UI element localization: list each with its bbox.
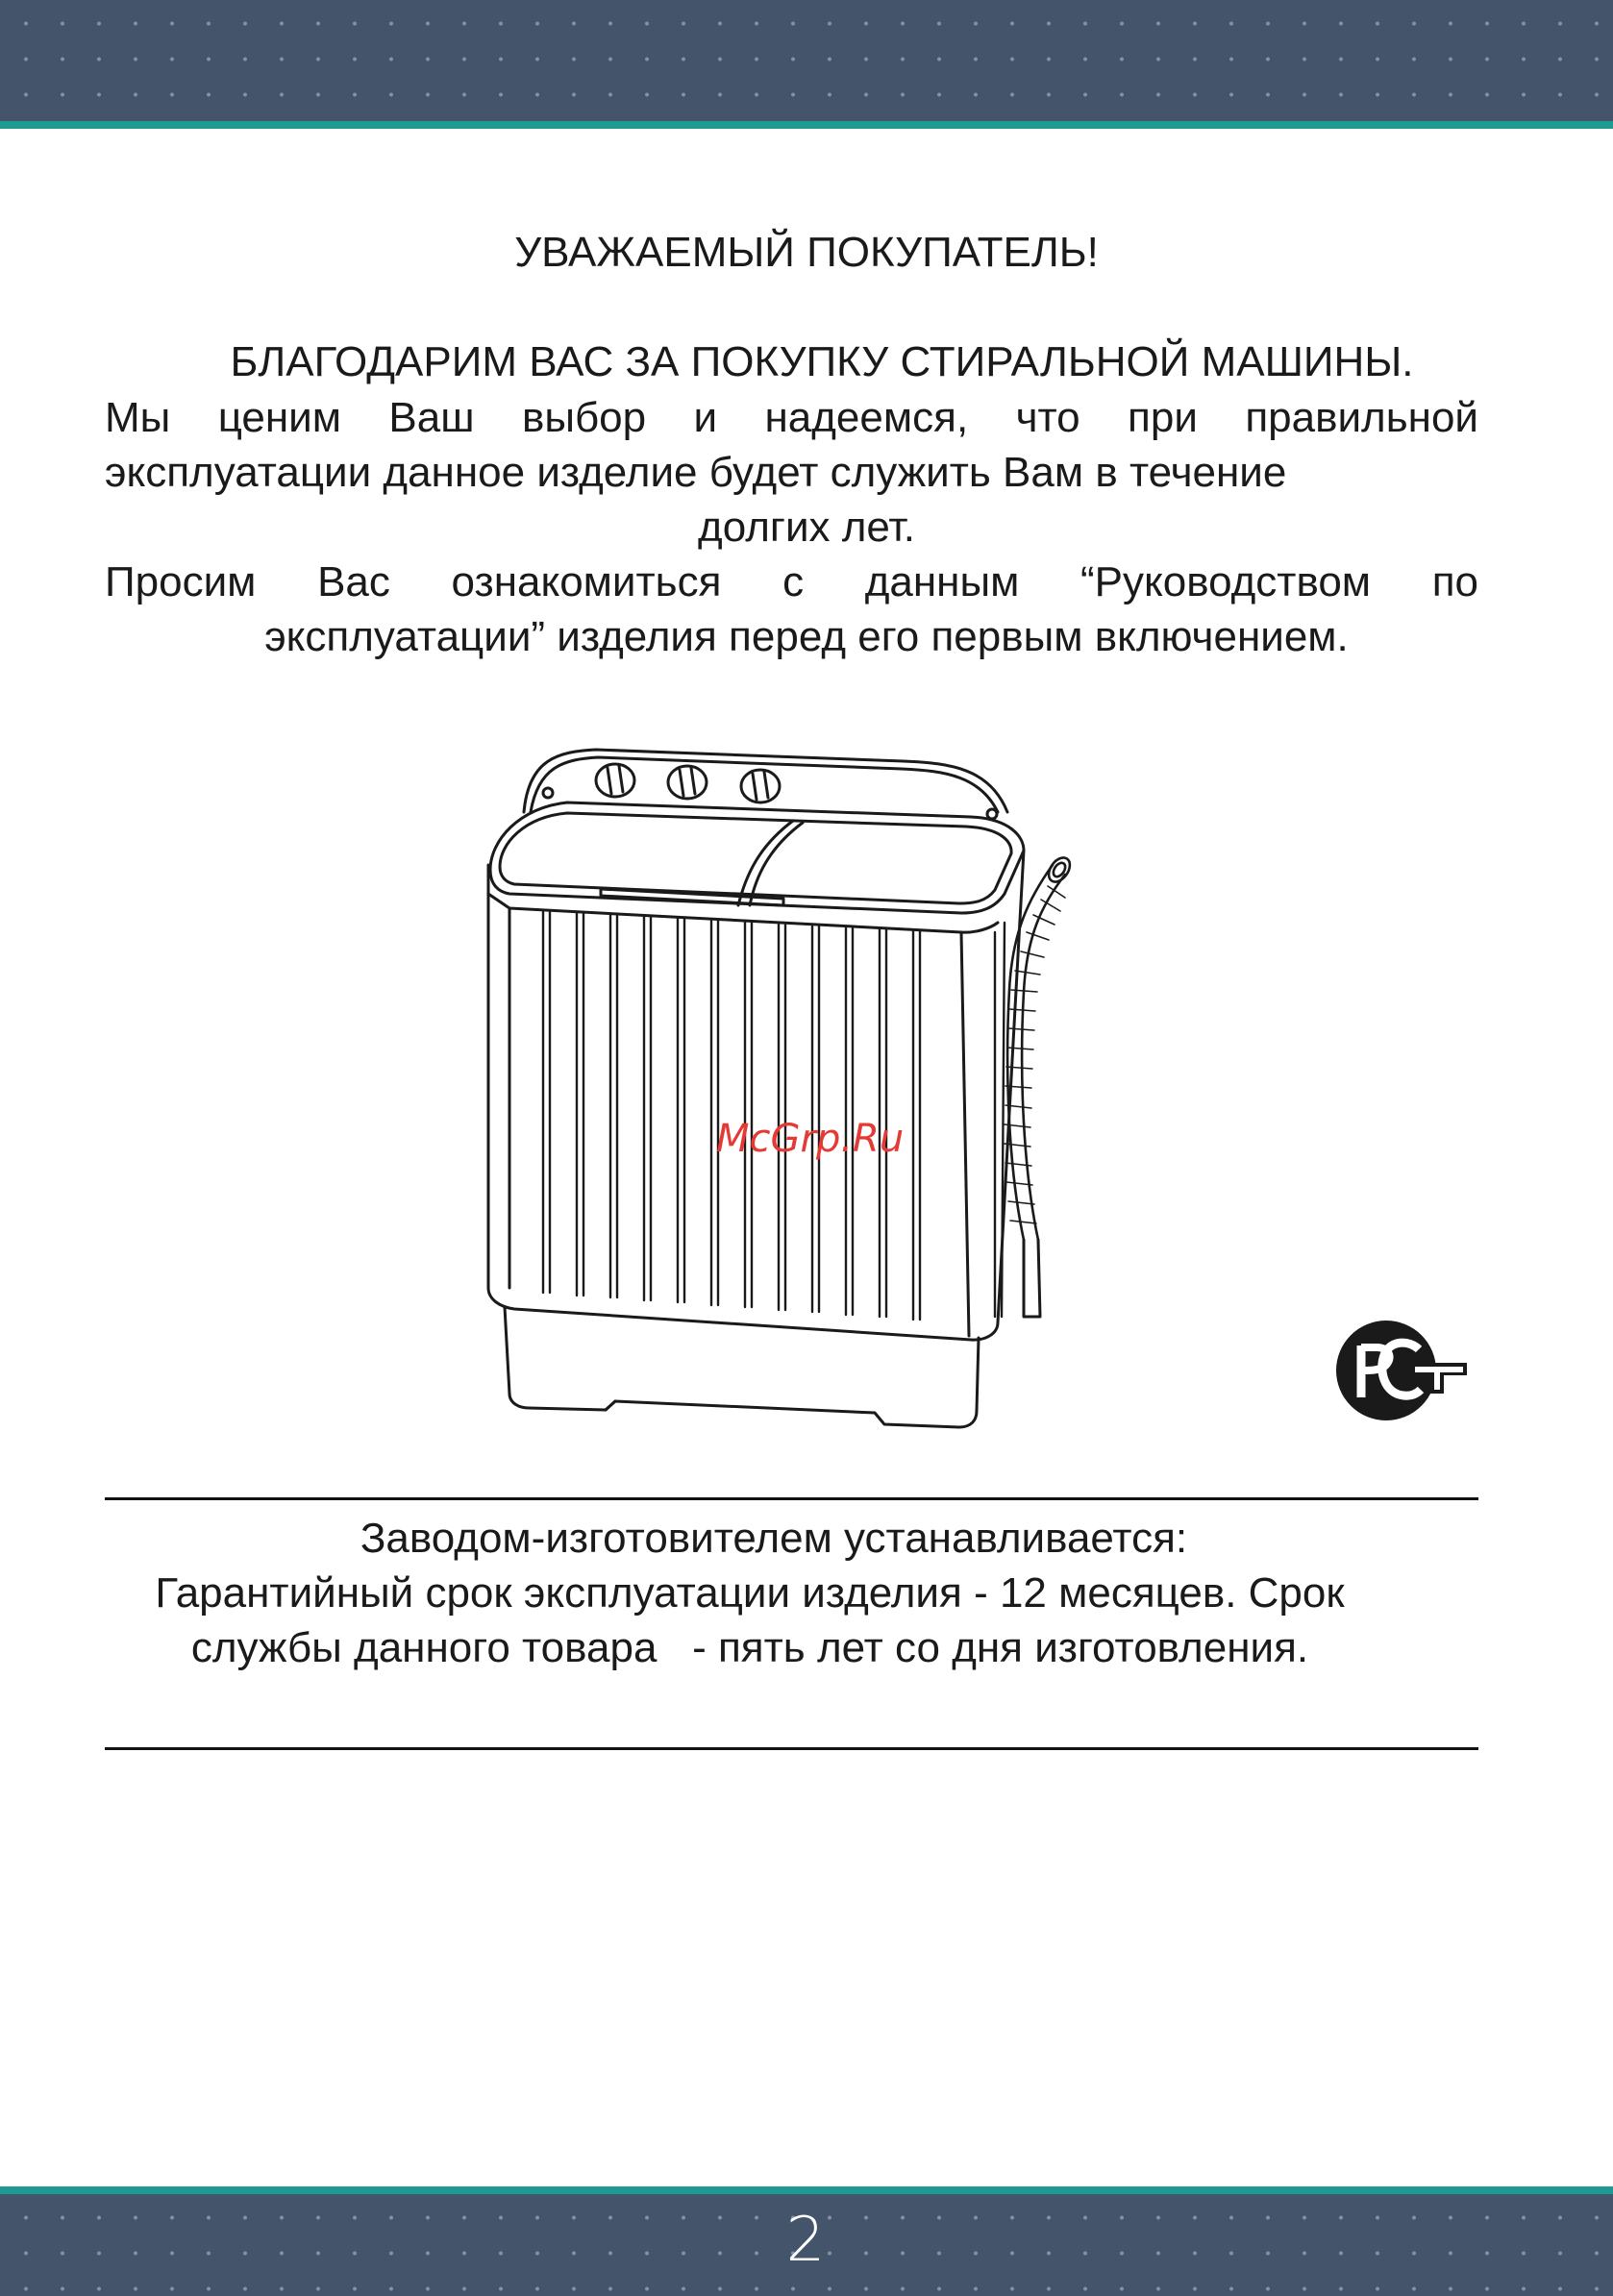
intro-word: Ваш: [388, 394, 475, 441]
request-word: ознакомиться: [451, 558, 722, 605]
request-word: по: [1431, 558, 1478, 605]
request-line-1: [105, 555, 1478, 609]
intro-word: выбор: [521, 394, 647, 441]
certification-mark: [1334, 1319, 1469, 1422]
intro-word: при: [1128, 394, 1198, 441]
request-word: данным: [864, 558, 1020, 605]
intro-word: и: [693, 394, 718, 441]
request-word: Просим: [105, 558, 257, 605]
watermark-text: McGrp.Ru: [716, 1117, 905, 1161]
request-word: с: [782, 558, 805, 605]
request-word: “Руководством: [1080, 558, 1372, 605]
warranty-line-1: Заводом-изготовителем устанавливается:: [360, 1515, 1188, 1562]
intro-line-1: [105, 390, 1478, 445]
request-word: Вас: [317, 558, 390, 605]
intro-line-3: долгих лет.: [698, 504, 915, 551]
thanks-heading: БЛАГОДАРИМ ВАС ЗА ПОКУПКУ СТИРАЛЬНОЙ МАШИНЫ.: [230, 338, 1414, 385]
washing-machine-icon: [471, 740, 1105, 1442]
header-band: [0, 0, 1613, 129]
warranty-line-2: Гарантийный срок эксплуатации изделия - 12 месяцев. Срок: [155, 1569, 1345, 1617]
divider-bottom: [105, 1747, 1478, 1750]
intro-word: ценим: [217, 394, 341, 441]
greeting-heading: УВАЖАЕМЫЙ ПОКУПАТЕЛЬ!: [514, 229, 1099, 276]
intro-line-2: эксплуатации данное изделие будет служить Вам в течение: [105, 449, 1287, 496]
intro-word: Мы: [105, 394, 171, 441]
request-line-2: эксплуатации” изделия перед его первым включением.: [264, 613, 1349, 660]
warranty-line-3: службы данного товара - пять лет со дня изготовления.: [190, 1624, 1309, 1671]
divider-top: [105, 1497, 1478, 1500]
intro-word: правильной: [1245, 394, 1478, 441]
page-number: 2: [785, 2205, 828, 2276]
intro-word: что: [1015, 394, 1080, 441]
intro-word: надеемся,: [764, 394, 969, 441]
